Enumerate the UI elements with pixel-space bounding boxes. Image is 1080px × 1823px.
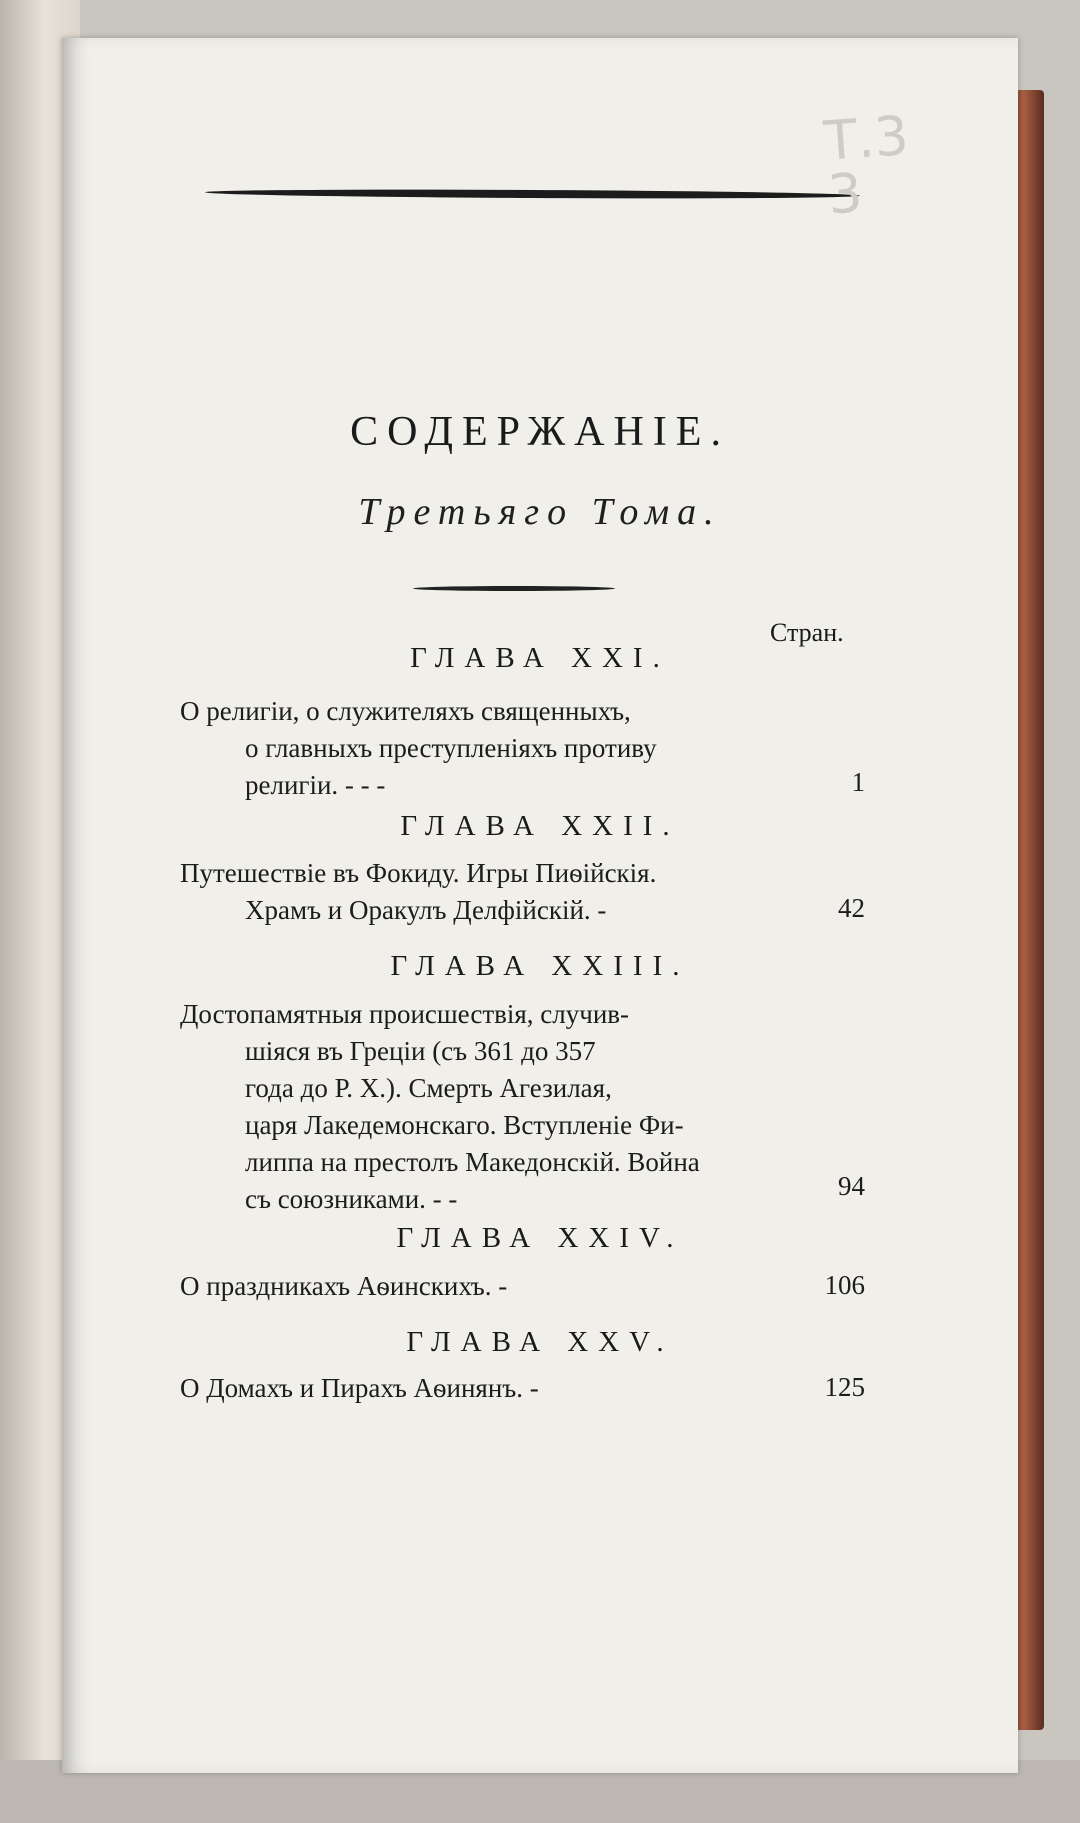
page-number: 94 <box>838 1171 865 1201</box>
page-number: 106 <box>824 1270 865 1300</box>
page-number: 125 <box>824 1372 865 1402</box>
page-number: 1 <box>851 767 865 797</box>
page-subtitle: Третьяго Тома. <box>358 491 722 533</box>
entry-line: О Домахъ и Пирахъ Аѳинянъ. - <box>180 1373 539 1403</box>
pencil-mark-volume: Т.3 <box>821 103 911 173</box>
chapter-heading: ГЛАВА XXI. <box>410 642 670 674</box>
page-number: 42 <box>838 893 865 923</box>
entry-line: О религіи, о служителяхъ священныхъ, <box>180 696 631 726</box>
entry-line: шіяся въ Греціи (съ 361 до 357 <box>245 1036 596 1066</box>
page-column-label: Стран. <box>770 618 844 647</box>
entry-line: религіи. - - - <box>245 770 386 800</box>
chapter-entry <box>180 1268 800 1305</box>
middle-rule <box>413 586 615 591</box>
entry-line: года до Р. Х.). Смерть Агезилая, <box>245 1073 612 1103</box>
chapter-entry <box>180 693 800 804</box>
entry-line: Путешествіе въ Фокиду. Игры Пиѳійскія. <box>180 858 657 888</box>
entry-line: липпа на престолъ Македонскій. Война <box>245 1147 700 1177</box>
chapter-entry <box>180 996 800 1218</box>
chapter-heading: ГЛАВА XXIII. <box>390 950 690 982</box>
pencil-mark-number: 3 <box>825 161 865 227</box>
page-title: СОДЕРЖАНІЕ. <box>350 409 730 455</box>
pencil-annotation <box>814 103 914 227</box>
entry-line: съ союзниками. - - <box>245 1184 458 1214</box>
entry-line: Храмъ и Оракулъ Делфійскій. - <box>245 895 607 925</box>
entry-line: О праздникахъ Аѳинскихъ. - <box>180 1271 508 1301</box>
entry-line: царя Лакедемонскаго. Вступленіе Фи- <box>245 1110 684 1140</box>
entry-line: о главныхъ преступленіяхъ противу <box>245 733 657 763</box>
entry-line: Достопамятныя происшествія, случив- <box>180 999 630 1029</box>
chapter-heading: ГЛАВА XXV. <box>406 1326 674 1358</box>
chapter-entry <box>180 1370 800 1407</box>
chapter-heading: ГЛАВА XXIV. <box>396 1222 684 1254</box>
chapter-entry <box>180 855 800 929</box>
chapter-heading: ГЛАВА XXII. <box>400 810 680 842</box>
